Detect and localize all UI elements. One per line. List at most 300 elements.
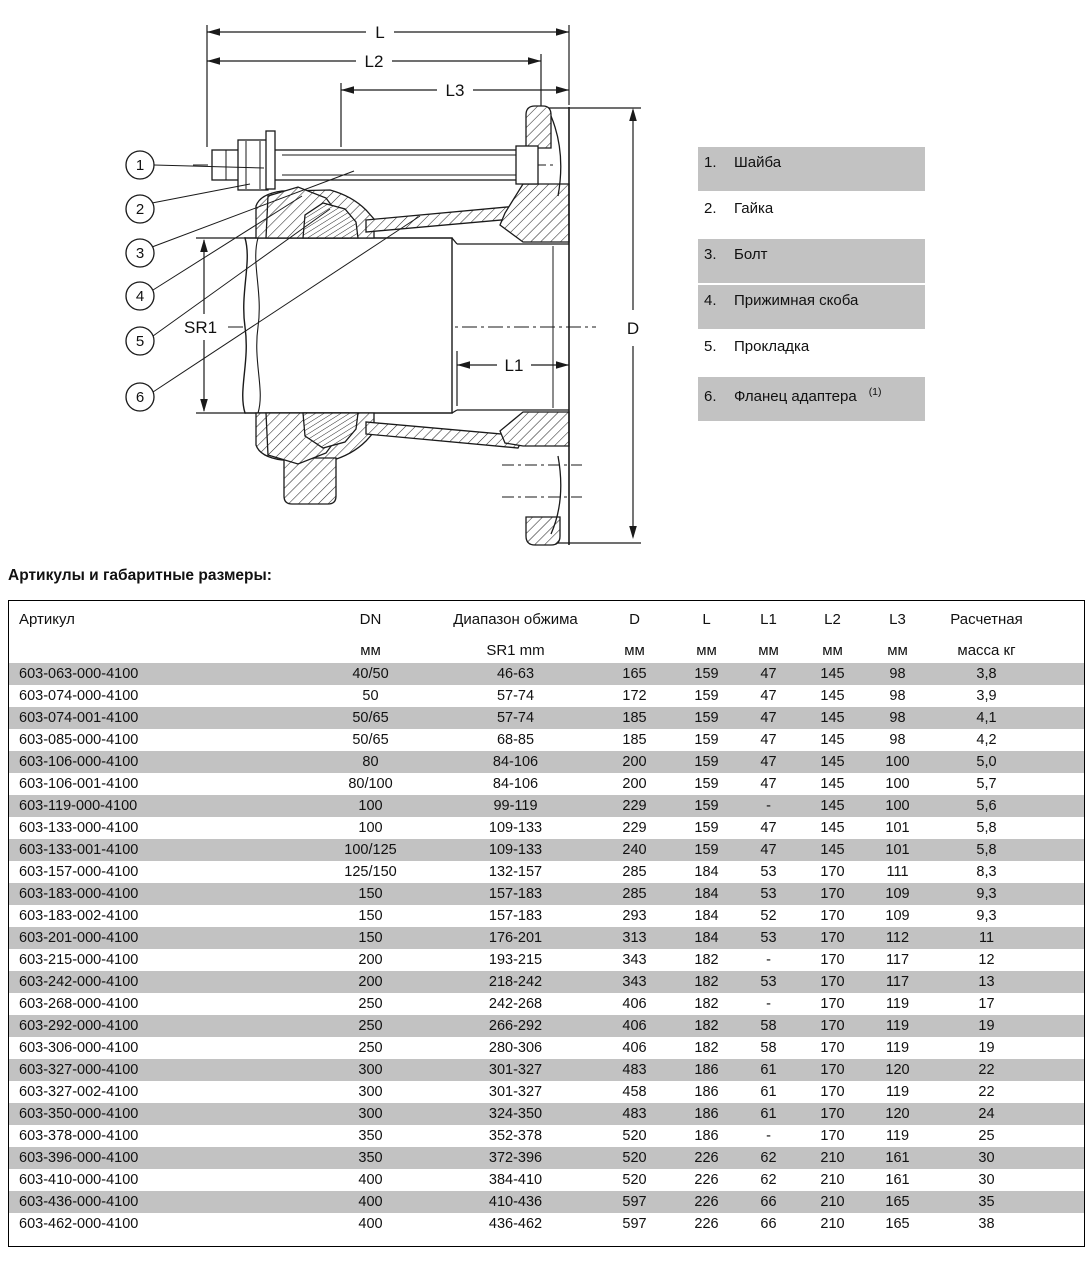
table-row	[9, 883, 1085, 905]
table-cell: 210	[801, 1191, 865, 1213]
table-cell: 150	[303, 883, 439, 905]
table-cell: 84-106	[492, 776, 539, 792]
table-cell: 98	[865, 707, 931, 729]
table-cell: 11	[931, 927, 1043, 949]
table-cell: 603-350-000-4100	[9, 1103, 303, 1125]
parts-legend	[698, 147, 925, 423]
table-cell: 603-410-000-4100	[19, 1172, 139, 1188]
table-cell: 84-106	[439, 751, 593, 773]
table-cell: 343	[622, 952, 647, 968]
bolt	[212, 131, 538, 190]
table-cell: 170	[820, 1040, 845, 1056]
table-cell: 119	[885, 996, 910, 1012]
dimension-D	[627, 108, 639, 539]
callout-balloons	[126, 151, 154, 411]
table-cell: 436-462	[488, 1216, 543, 1232]
table-cell: 145	[820, 732, 845, 748]
flange-adapter-drawing	[0, 0, 670, 570]
table-cell: 170	[820, 996, 845, 1012]
table-cell: 603-242-000-4100	[9, 971, 303, 993]
table-cell: 22	[931, 1059, 1043, 1081]
table-cell: 229	[622, 820, 647, 836]
size-table	[8, 600, 1085, 1247]
table-cell: 184	[677, 927, 737, 949]
table-cell-filler	[1043, 905, 1085, 927]
table-cell: 98	[889, 732, 906, 748]
table-cell: 350	[358, 1128, 383, 1144]
dimension-L	[207, 23, 569, 42]
table-cell-filler	[1043, 1015, 1085, 1037]
table-cell: 185	[593, 707, 677, 729]
table-cell: 58	[737, 1015, 801, 1037]
table-cell: 210	[801, 1147, 865, 1169]
col-header-dn: DN мм	[359, 611, 382, 659]
col-header-range: Диапазон обжима SR1 mm	[453, 611, 578, 659]
legend-item	[698, 193, 925, 237]
table-cell: 200	[358, 952, 383, 968]
table-cell: 483	[593, 1059, 677, 1081]
table-cell: 250	[358, 996, 383, 1012]
table-cell: 5,0	[931, 751, 1043, 773]
table-cell: 226	[694, 1216, 719, 1232]
table-cell: 145	[801, 751, 865, 773]
dim-label-L: L	[375, 23, 385, 42]
legend-item	[698, 147, 925, 191]
table-cell: 68-85	[496, 732, 535, 748]
table-cell: 182	[694, 996, 719, 1012]
cone-upper	[366, 206, 524, 232]
table-cell: 61	[760, 1084, 777, 1100]
table-cell: 170	[820, 908, 845, 924]
table-cell: 170	[801, 1103, 865, 1125]
hex-nut	[238, 140, 268, 190]
table-cell: 313	[593, 927, 677, 949]
table-cell: 210	[820, 1216, 845, 1232]
table-cell: 184	[677, 883, 737, 905]
table-row	[9, 795, 1085, 817]
table-row	[9, 1213, 1085, 1235]
table-cell: 170	[820, 864, 845, 880]
legend-item-number: 5.	[704, 338, 717, 355]
col-header-l: L мм	[696, 611, 717, 659]
table-cell: 109	[865, 883, 931, 905]
table-cell: 30	[931, 1147, 1043, 1169]
table-cell: 182	[694, 1040, 719, 1056]
table-cell: 47	[737, 839, 801, 861]
table-row	[9, 949, 1085, 971]
legend-item-number: 4.	[704, 292, 717, 309]
table-cell: 38	[978, 1216, 995, 1232]
table-cell: 597	[622, 1216, 647, 1232]
table-cell: 603-462-000-4100	[19, 1216, 139, 1232]
table-cell-filler	[1043, 993, 1085, 1015]
dim-label-L2: L2	[364, 52, 384, 71]
table-cell: 132-157	[488, 864, 543, 880]
callout-number-2: 2	[135, 201, 145, 218]
table-cell: 218-242	[439, 971, 593, 993]
table-cell: 4,2	[976, 732, 997, 748]
table-cell: 184	[694, 908, 719, 924]
table-cell: 8,3	[976, 864, 997, 880]
table-cell: 35	[931, 1191, 1043, 1213]
table-cell: 159	[677, 751, 737, 773]
table-cell: 603-396-000-4100	[9, 1147, 303, 1169]
legend-item-number: 1.	[704, 154, 717, 171]
table-row	[9, 971, 1085, 993]
table-cell: 80/100	[348, 776, 393, 792]
table-cell: 117	[885, 952, 910, 968]
table-cell: 300	[303, 1059, 439, 1081]
legend-item	[698, 239, 925, 283]
table-cell: 226	[694, 1172, 719, 1188]
flange-web-lower	[500, 412, 569, 446]
table-cell-filler	[1043, 751, 1085, 773]
table-cell: 159	[694, 688, 719, 704]
table-cell: 186	[677, 1059, 737, 1081]
table-cell: 603-074-001-4100	[9, 707, 303, 729]
spacer-cell	[9, 1235, 1085, 1247]
table-cell: 170	[801, 883, 865, 905]
cone-lower	[366, 422, 524, 448]
table-row	[9, 1081, 1085, 1103]
table-cell: 5,8	[931, 839, 1043, 861]
table-cell: 119	[885, 1128, 910, 1144]
table-cell: 50/65	[303, 707, 439, 729]
table-row	[9, 729, 1085, 751]
table-cell: 53	[737, 927, 801, 949]
table-cell: 47	[737, 663, 801, 685]
dim-label-SR1: SR1	[184, 318, 218, 337]
table-cell: 159	[677, 795, 737, 817]
table-cell-filler	[1043, 1081, 1085, 1103]
table-cell: 100	[885, 776, 910, 792]
table-cell: 24	[931, 1103, 1043, 1125]
table-cell-filler	[1043, 883, 1085, 905]
table-cell: 603-157-000-4100	[19, 864, 139, 880]
dim-label-L1: L1	[504, 356, 524, 375]
legend-item-number: 3.	[704, 246, 717, 263]
table-cell: 111	[886, 864, 909, 880]
table-cell: 400	[303, 1191, 439, 1213]
size-table-body	[9, 663, 1085, 1247]
table-cell: 266-292	[439, 1015, 593, 1037]
table-cell: 603-133-001-4100	[9, 839, 303, 861]
table-cell: 384-410	[488, 1172, 543, 1188]
table-cell: 300	[358, 1084, 383, 1100]
table-cell: 119	[885, 1084, 910, 1100]
legend-item	[698, 331, 925, 375]
table-cell: 98	[865, 663, 931, 685]
table-cell: 120	[865, 1059, 931, 1081]
table-cell: 301-327	[439, 1059, 593, 1081]
table-cell: 226	[677, 1191, 737, 1213]
table-cell: 22	[978, 1084, 995, 1100]
table-cell-filler	[1043, 1147, 1085, 1169]
table-cell: 145	[801, 663, 865, 685]
table-cell: 47	[760, 688, 777, 704]
table-cell: 250	[358, 1040, 383, 1056]
table-cell: 603-201-000-4100	[9, 927, 303, 949]
table-row	[9, 817, 1085, 839]
table-cell: 603-327-002-4100	[19, 1084, 139, 1100]
table-cell: 47	[737, 707, 801, 729]
table-cell: -	[766, 996, 771, 1012]
table-row	[9, 1059, 1085, 1081]
table-row	[9, 1125, 1085, 1147]
table-row	[9, 1103, 1085, 1125]
table-cell: 406	[593, 1015, 677, 1037]
col-header-l2: L2 мм	[822, 611, 843, 659]
table-cell: 603-133-000-4100	[19, 820, 139, 836]
table-cell: 145	[801, 795, 865, 817]
callout-number-5: 5	[135, 333, 145, 350]
table-cell: 520	[622, 1128, 647, 1144]
table-cell: 400	[358, 1216, 383, 1232]
col-header-article: Артикул	[19, 611, 75, 628]
table-cell: 145	[820, 776, 845, 792]
table-cell: 159	[694, 820, 719, 836]
table-cell: 186	[694, 1084, 719, 1100]
table-cell: 109	[885, 908, 910, 924]
legend-item	[698, 377, 925, 421]
table-cell: 119	[885, 1040, 910, 1056]
table-row	[9, 905, 1085, 927]
table-cell: 176-201	[439, 927, 593, 949]
table-cell: 53	[737, 883, 801, 905]
table-cell-filler	[1043, 1169, 1085, 1191]
callout-number-1: 1	[135, 157, 145, 174]
table-cell: 603-119-000-4100	[9, 795, 303, 817]
legend-item-footnote: (1)	[868, 386, 882, 398]
table-cell-filler	[1043, 1125, 1085, 1147]
legend-item-label: Болт	[734, 246, 768, 263]
table-cell: 25	[978, 1128, 995, 1144]
table-cell: 61	[737, 1103, 801, 1125]
table-cell: 9,3	[931, 883, 1043, 905]
size-table-header	[9, 601, 1085, 664]
table-cell-filler	[1043, 817, 1085, 839]
table-cell: 520	[593, 1147, 677, 1169]
table-cell: 280-306	[488, 1040, 543, 1056]
table-cell: 61	[737, 1059, 801, 1081]
table-cell: 159	[677, 839, 737, 861]
table-row	[9, 751, 1085, 773]
col-header-mass: Расчетная масса кг	[950, 611, 1023, 659]
table-cell: 343	[593, 971, 677, 993]
table-cell: 285	[593, 883, 677, 905]
table-cell: 170	[801, 927, 865, 949]
table-cell: 47	[760, 820, 777, 836]
table-cell-filler	[1043, 1191, 1085, 1213]
table-cell: 62	[737, 1147, 801, 1169]
table-cell: 300	[303, 1103, 439, 1125]
table-cell: 109-133	[439, 839, 593, 861]
table-cell: 98	[889, 688, 906, 704]
table-cell: 47	[737, 751, 801, 773]
table-cell: 46-63	[439, 663, 593, 685]
table-cell: 186	[694, 1128, 719, 1144]
table-cell: 182	[694, 952, 719, 968]
table-cell: 161	[865, 1147, 931, 1169]
foot-lower	[284, 458, 336, 504]
table-cell: 406	[622, 996, 647, 1012]
table-cell: 99-119	[439, 795, 593, 817]
table-row	[9, 927, 1085, 949]
table-cell: 170	[820, 952, 845, 968]
table-cell: 101	[885, 820, 910, 836]
table-row	[9, 1169, 1085, 1191]
table-cell: 603-215-000-4100	[19, 952, 139, 968]
table-cell: 603-327-000-4100	[9, 1059, 303, 1081]
table-cell: 165	[593, 663, 677, 685]
table-cell: 5,7	[976, 776, 997, 792]
table-cell: -	[766, 952, 771, 968]
table-row	[9, 993, 1085, 1015]
table-row	[9, 1015, 1085, 1037]
table-cell: 159	[677, 663, 737, 685]
callout-number-4: 4	[135, 288, 145, 305]
table-cell: 170	[820, 1084, 845, 1100]
col-header-l1: L1 мм	[758, 611, 779, 659]
table-cell: 603-074-000-4100	[19, 688, 139, 704]
table-cell: 293	[622, 908, 647, 924]
table-cell: 12	[978, 952, 995, 968]
table-cell: 603-268-000-4100	[19, 996, 139, 1012]
table-cell: 372-396	[439, 1147, 593, 1169]
table-cell: 100	[865, 795, 931, 817]
table-cell: 170	[801, 1059, 865, 1081]
dimension-L2	[207, 52, 541, 71]
col-header-l3: L3 мм	[887, 611, 908, 659]
legend-item-label: Гайка	[734, 200, 774, 217]
dim-label-L3: L3	[445, 81, 465, 100]
table-cell: 159	[694, 776, 719, 792]
table-cell: 603-183-000-4100	[9, 883, 303, 905]
table-cell: 240	[593, 839, 677, 861]
table-cell: 40/50	[303, 663, 439, 685]
table-cell: 172	[622, 688, 647, 704]
table-cell: 19	[978, 1040, 995, 1056]
table-cell: 145	[820, 820, 845, 836]
dimension-L1	[457, 356, 569, 375]
table-cell: 170	[801, 1015, 865, 1037]
legend-item-label: Фланец адаптера	[734, 388, 857, 405]
table-cell: 406	[622, 1040, 647, 1056]
table-cell: 603-306-000-4100	[19, 1040, 139, 1056]
table-cell: 9,3	[976, 908, 997, 924]
table-cell: 186	[677, 1103, 737, 1125]
table-cell: 66	[737, 1191, 801, 1213]
table-cell: 458	[622, 1084, 647, 1100]
table-row	[9, 1037, 1085, 1059]
table-cell: 53	[737, 971, 801, 993]
table-cell-filler	[1043, 707, 1085, 729]
table-cell: 324-350	[439, 1103, 593, 1125]
table-cell: 30	[978, 1172, 995, 1188]
flange-top-tab	[526, 106, 551, 148]
legend-item	[698, 285, 925, 329]
table-cell: -	[766, 1128, 771, 1144]
callout-number-3: 3	[135, 245, 145, 262]
table-row	[9, 773, 1085, 795]
table-cell: 17	[978, 996, 995, 1012]
table-cell: 182	[677, 1015, 737, 1037]
table-cell: 101	[865, 839, 931, 861]
table-cell: -	[737, 795, 801, 817]
table-cell: 5,6	[931, 795, 1043, 817]
table-cell: 52	[760, 908, 777, 924]
table-row	[9, 861, 1085, 883]
legend-item-label: Прокладка	[734, 338, 810, 355]
table-cell: 301-327	[488, 1084, 543, 1100]
table-cell: 520	[622, 1172, 647, 1188]
table-cell: 226	[677, 1147, 737, 1169]
table-cell-filler	[1043, 1103, 1085, 1125]
legend-item-number: 6.	[704, 388, 717, 405]
table-cell: 50/65	[352, 732, 389, 748]
table-cell: 603-063-000-4100	[9, 663, 303, 685]
table-cell: 80	[303, 751, 439, 773]
table-cell: 200	[622, 776, 647, 792]
table-cell: 193-215	[488, 952, 543, 968]
table-cell: 603-085-000-4100	[19, 732, 139, 748]
table-cell: 184	[694, 864, 719, 880]
flange-bottom-tab	[526, 517, 560, 545]
table-row	[9, 1191, 1085, 1213]
table-cell-filler	[1043, 773, 1085, 795]
table-cell: 603-292-000-4100	[9, 1015, 303, 1037]
table-cell: 603-106-000-4100	[9, 751, 303, 773]
col-header-filler	[1043, 601, 1085, 664]
table-cell: 229	[593, 795, 677, 817]
table-row	[9, 685, 1085, 707]
table-cell: 159	[677, 707, 737, 729]
table-cell: 4,1	[931, 707, 1043, 729]
table-cell: 210	[820, 1172, 845, 1188]
table-cell: 62	[760, 1172, 777, 1188]
table-cell-filler	[1043, 685, 1085, 707]
table-cell: 603-183-002-4100	[19, 908, 139, 924]
table-cell-filler	[1043, 1059, 1085, 1081]
table-cell: 603-106-001-4100	[19, 776, 139, 792]
table-cell: 352-378	[488, 1128, 543, 1144]
table-cell: 483	[593, 1103, 677, 1125]
table-row	[9, 839, 1085, 861]
table-cell: 597	[593, 1191, 677, 1213]
table-cell-filler	[1043, 795, 1085, 817]
table-row	[9, 1147, 1085, 1169]
table-cell: 161	[885, 1172, 910, 1188]
table-cell: 53	[760, 864, 777, 880]
table-cell: 165	[865, 1191, 931, 1213]
table-cell: 125/150	[344, 864, 397, 880]
table-cell: 112	[865, 927, 931, 949]
table-cell: 3,9	[976, 688, 997, 704]
table-cell: 350	[303, 1147, 439, 1169]
table-cell: 47	[760, 776, 777, 792]
table-cell: 119	[865, 1015, 931, 1037]
table-cell: 182	[677, 971, 737, 993]
table-cell-filler	[1043, 839, 1085, 861]
dim-label-D: D	[626, 319, 640, 338]
table-cell: 400	[358, 1172, 383, 1188]
table-cell: 117	[865, 971, 931, 993]
col-header-d: D мм	[624, 611, 645, 659]
table-cell: 150	[358, 908, 383, 924]
table-bottom-spacer	[9, 1235, 1085, 1247]
table-cell: 109-133	[488, 820, 543, 836]
table-cell: 100	[865, 751, 931, 773]
